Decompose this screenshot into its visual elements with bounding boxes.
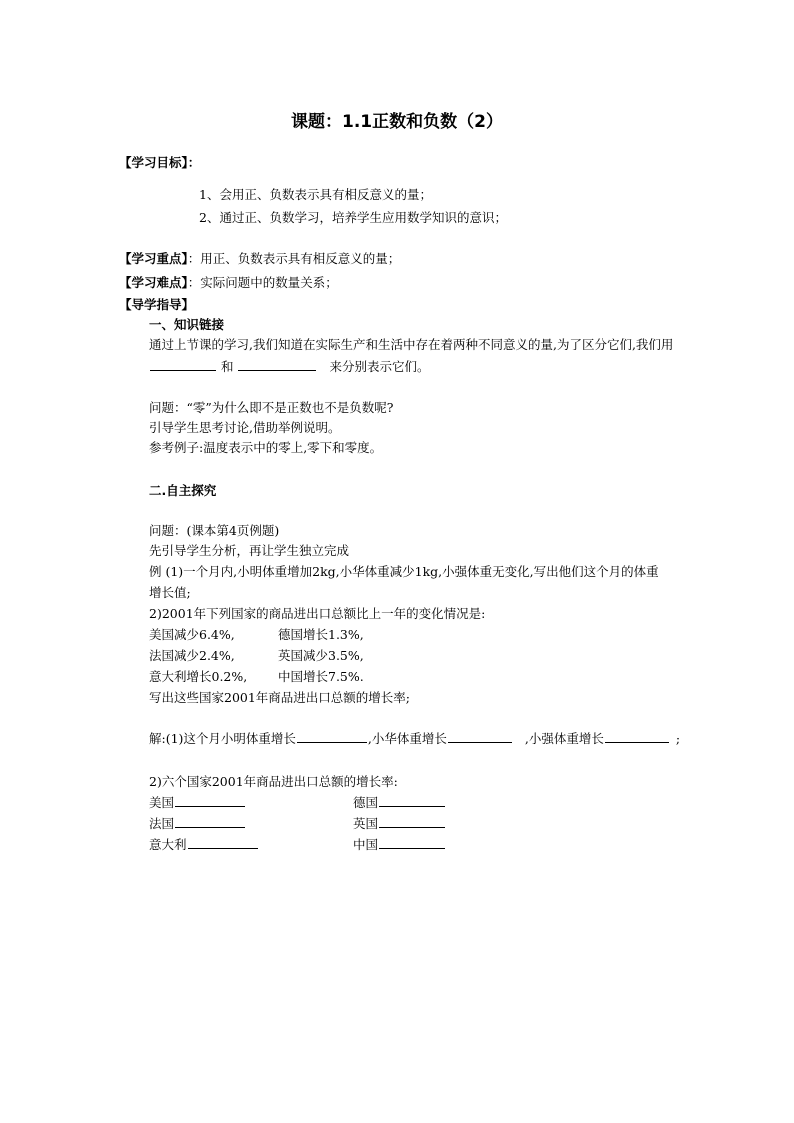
sol1-a: 解:(1)这个月小明体重增长 (149, 731, 296, 746)
blank-usa[interactable] (175, 794, 245, 807)
sol1-c: ,小强体重增长 (524, 731, 604, 746)
country-label: 中国 (353, 837, 379, 852)
key-point (119, 249, 400, 267)
goal-item-1: 1、会用正、负数表示具有相反意义的量； (199, 187, 432, 202)
page-title: 课题：1.1正数和负数（2） (291, 112, 503, 132)
example1-line-b: 增长值; (149, 585, 191, 600)
section1-question: 问题：“零”为什么即不是正数也不是负数呢? (149, 400, 394, 415)
line2-end: 来分别表示它们。 (329, 359, 430, 374)
row3-left: 意大利增长0.2%, (149, 669, 248, 684)
country-label: 法国 (149, 816, 175, 831)
blank-china[interactable] (379, 836, 445, 849)
row1-left: 美国减少6.4%, (149, 627, 235, 642)
goal-item-2: 2、通过正、负数学习，培养学生应用数学知识的意识； (199, 210, 507, 225)
section1-heading: 一、知识链接 (149, 317, 225, 332)
section1-line1: 通过上节课的学习,我们知道在实际生产和生活中存在着两种不同意义的量,为了区分它们,我们用 (149, 337, 674, 352)
answer-france (149, 814, 246, 832)
section1-line2 (149, 357, 429, 375)
and-text: 和 (220, 359, 234, 374)
row1-right: 德国增长1.3%, (278, 627, 364, 642)
blank-germany[interactable] (379, 794, 445, 807)
difficulty-label: 【学习难点】 (119, 275, 188, 290)
answer-uk (353, 814, 446, 832)
guide-heading: 【导学指导】 (119, 297, 195, 312)
section2-intro: 先引导学生分析，再让学生独立完成 (149, 543, 350, 558)
country-label: 德国 (353, 795, 379, 810)
blank-xiaohua[interactable] (448, 730, 512, 743)
blank-negative[interactable] (238, 358, 316, 371)
difficulty-text: ：实际问题中的数量关系； (187, 275, 338, 290)
blank-xiaoqiang[interactable] (605, 730, 669, 743)
key-point-label: 【学习重点】 (119, 251, 188, 266)
section1-guide: 引导学生思考讨论,借助举例说明。 (149, 420, 341, 435)
blank-france[interactable] (175, 815, 245, 828)
answer-china (353, 835, 446, 853)
blank-xiaoming[interactable] (297, 730, 367, 743)
row3-right: 中国增长7.5%. (278, 669, 364, 684)
blank-italy[interactable] (188, 836, 258, 849)
example2-line: 2)2001年下列国家的商品进出口总额比上一年的变化情况是: (149, 606, 486, 621)
row2-right: 英国减少3.5%, (278, 648, 364, 663)
sol1-b: ,小华体重增长 (367, 731, 447, 746)
key-point-text: ：用正、负数表示具有相反意义的量； (187, 251, 401, 266)
blank-positive[interactable] (150, 358, 216, 371)
section1-example: 参考例子:温度表示中的零上,零下和零度。 (149, 440, 383, 455)
sol1-d: ; (675, 731, 681, 746)
answer-germany (353, 793, 446, 811)
goals-heading: 【学习目标】： (119, 155, 201, 170)
country-label: 美国 (149, 795, 175, 810)
solution2-line: 2)六个国家2001年商品进出口总额的增长率: (149, 774, 398, 789)
example1-line-a: 例 (1)一个月内,小明体重增加2kg,小华体重减少1kg,小强体重无变化,写出他们这个月的体重 (149, 564, 659, 579)
difficulty (119, 273, 338, 291)
row2-left: 法国减少2.4%, (149, 648, 235, 663)
answer-usa (149, 793, 246, 811)
blank-uk[interactable] (379, 815, 445, 828)
answer-italy (149, 835, 259, 853)
task-line: 写出这些国家2001年商品进出口总额的增长率; (149, 690, 411, 705)
country-label: 意大利 (149, 837, 187, 852)
section2-heading: 二.自主探究 (149, 483, 217, 498)
solution1-line (149, 729, 680, 747)
country-label: 英国 (353, 816, 379, 831)
section2-question: 问题：(课本第4页例题) (149, 523, 280, 538)
